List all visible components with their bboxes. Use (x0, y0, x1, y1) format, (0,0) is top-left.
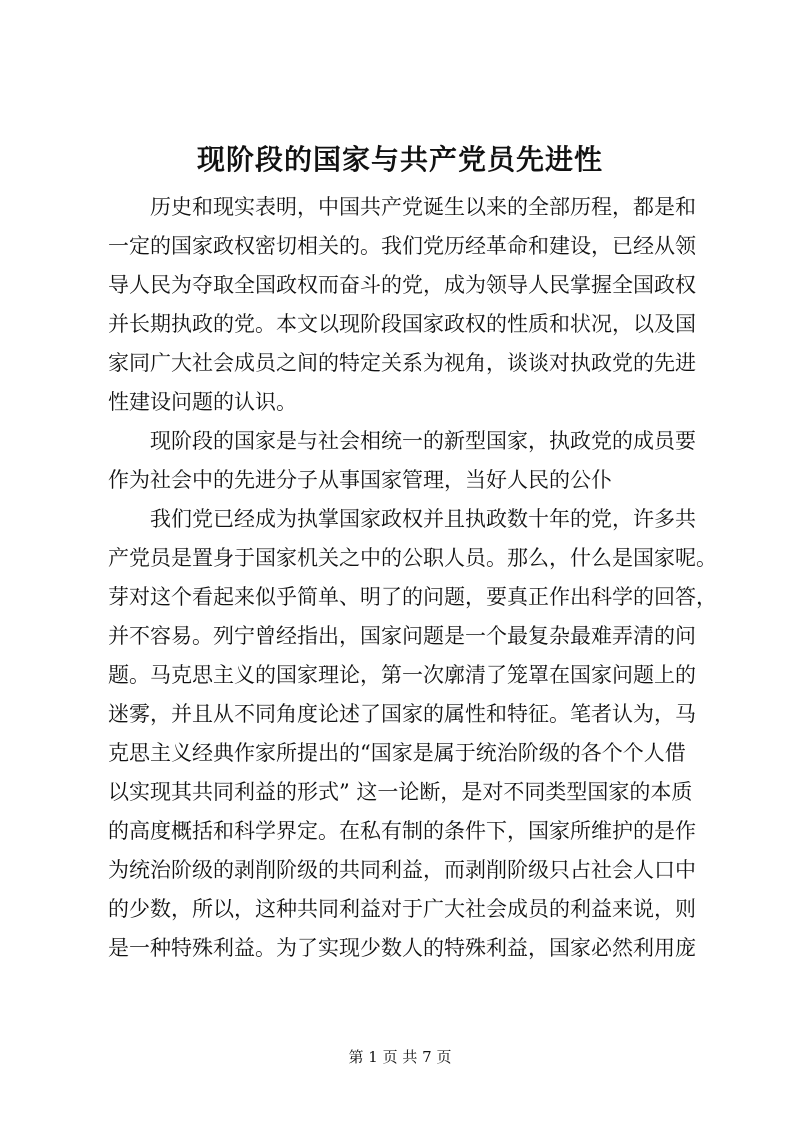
paragraph-line: 题。马克思主义的国家理论，第一次廓清了笼罩在国家问题上的 (108, 663, 696, 687)
paragraph-line: 作为社会中的先进分子从事国家管理，当好人民的公仆 (108, 468, 612, 492)
paragraph-line: 以实现其共同利益的形式” 这一论断，是对不同类型国家的本质 (108, 780, 693, 804)
paragraph-line: 导人民为夺取全国政权而奋斗的党，成为领导人民掌握全国政权 (108, 273, 696, 297)
paragraph-line: 现阶段的国家是与社会相统一的新型国家，执政党的成员要 (150, 429, 696, 453)
paragraph-line: 产党员是置身于国家机关之中的公职人员。那么，什么是国家呢。 (108, 546, 717, 570)
paragraph-line: 是一种特殊利益。为了实现少数人的特殊利益，国家必然利用庞 (108, 936, 696, 960)
paragraph-line: 一定的国家政权密切相关的。我们党历经革命和建设，已经从领 (108, 234, 696, 258)
paragraph-line: 克思主义经典作家所提出的“国家是属于统治阶级的各个个人借 (108, 741, 686, 765)
paragraph-line: 芽对这个看起来似乎简单、明了的问题，要真正作出科学的回答， (108, 585, 717, 609)
document-title: 现阶段的国家与共产党员先进性 (196, 143, 603, 176)
paragraph-line: 为统治阶级的剥削阶级的共同利益，而剥削阶级只占社会人口中 (108, 858, 696, 882)
paragraph-line: 性建设问题的认识。 (108, 390, 297, 414)
paragraph-line: 家同广大社会成员之间的特定关系为视角，谈谈对执政党的先进 (108, 351, 696, 375)
paragraph-line: 并长期执政的党。本文以现阶段国家政权的性质和状况，以及国 (108, 312, 696, 336)
paragraph-line: 迷雾，并且从不同角度论述了国家的属性和特征。笔者认为，马 (108, 702, 696, 726)
document-body (108, 188, 718, 968)
paragraph-line: 历史和现实表明，中国共产党诞生以来的全部历程，都是和 (150, 195, 696, 219)
paragraph-line: 并不容易。列宁曾经指出，国家问题是一个最复杂最难弄清的问 (108, 624, 696, 648)
paragraph-line: 的高度概括和科学界定。在私有制的条件下，国家所维护的是作 (108, 819, 696, 843)
page-footer: 第 1 页 共 7 页 (348, 1048, 452, 1066)
paragraph-line: 我们党已经成为执掌国家政权并且执政数十年的党，许多共 (150, 507, 696, 531)
paragraph-line: 的少数，所以，这种共同利益对于广大社会成员的利益来说，则 (108, 897, 696, 921)
